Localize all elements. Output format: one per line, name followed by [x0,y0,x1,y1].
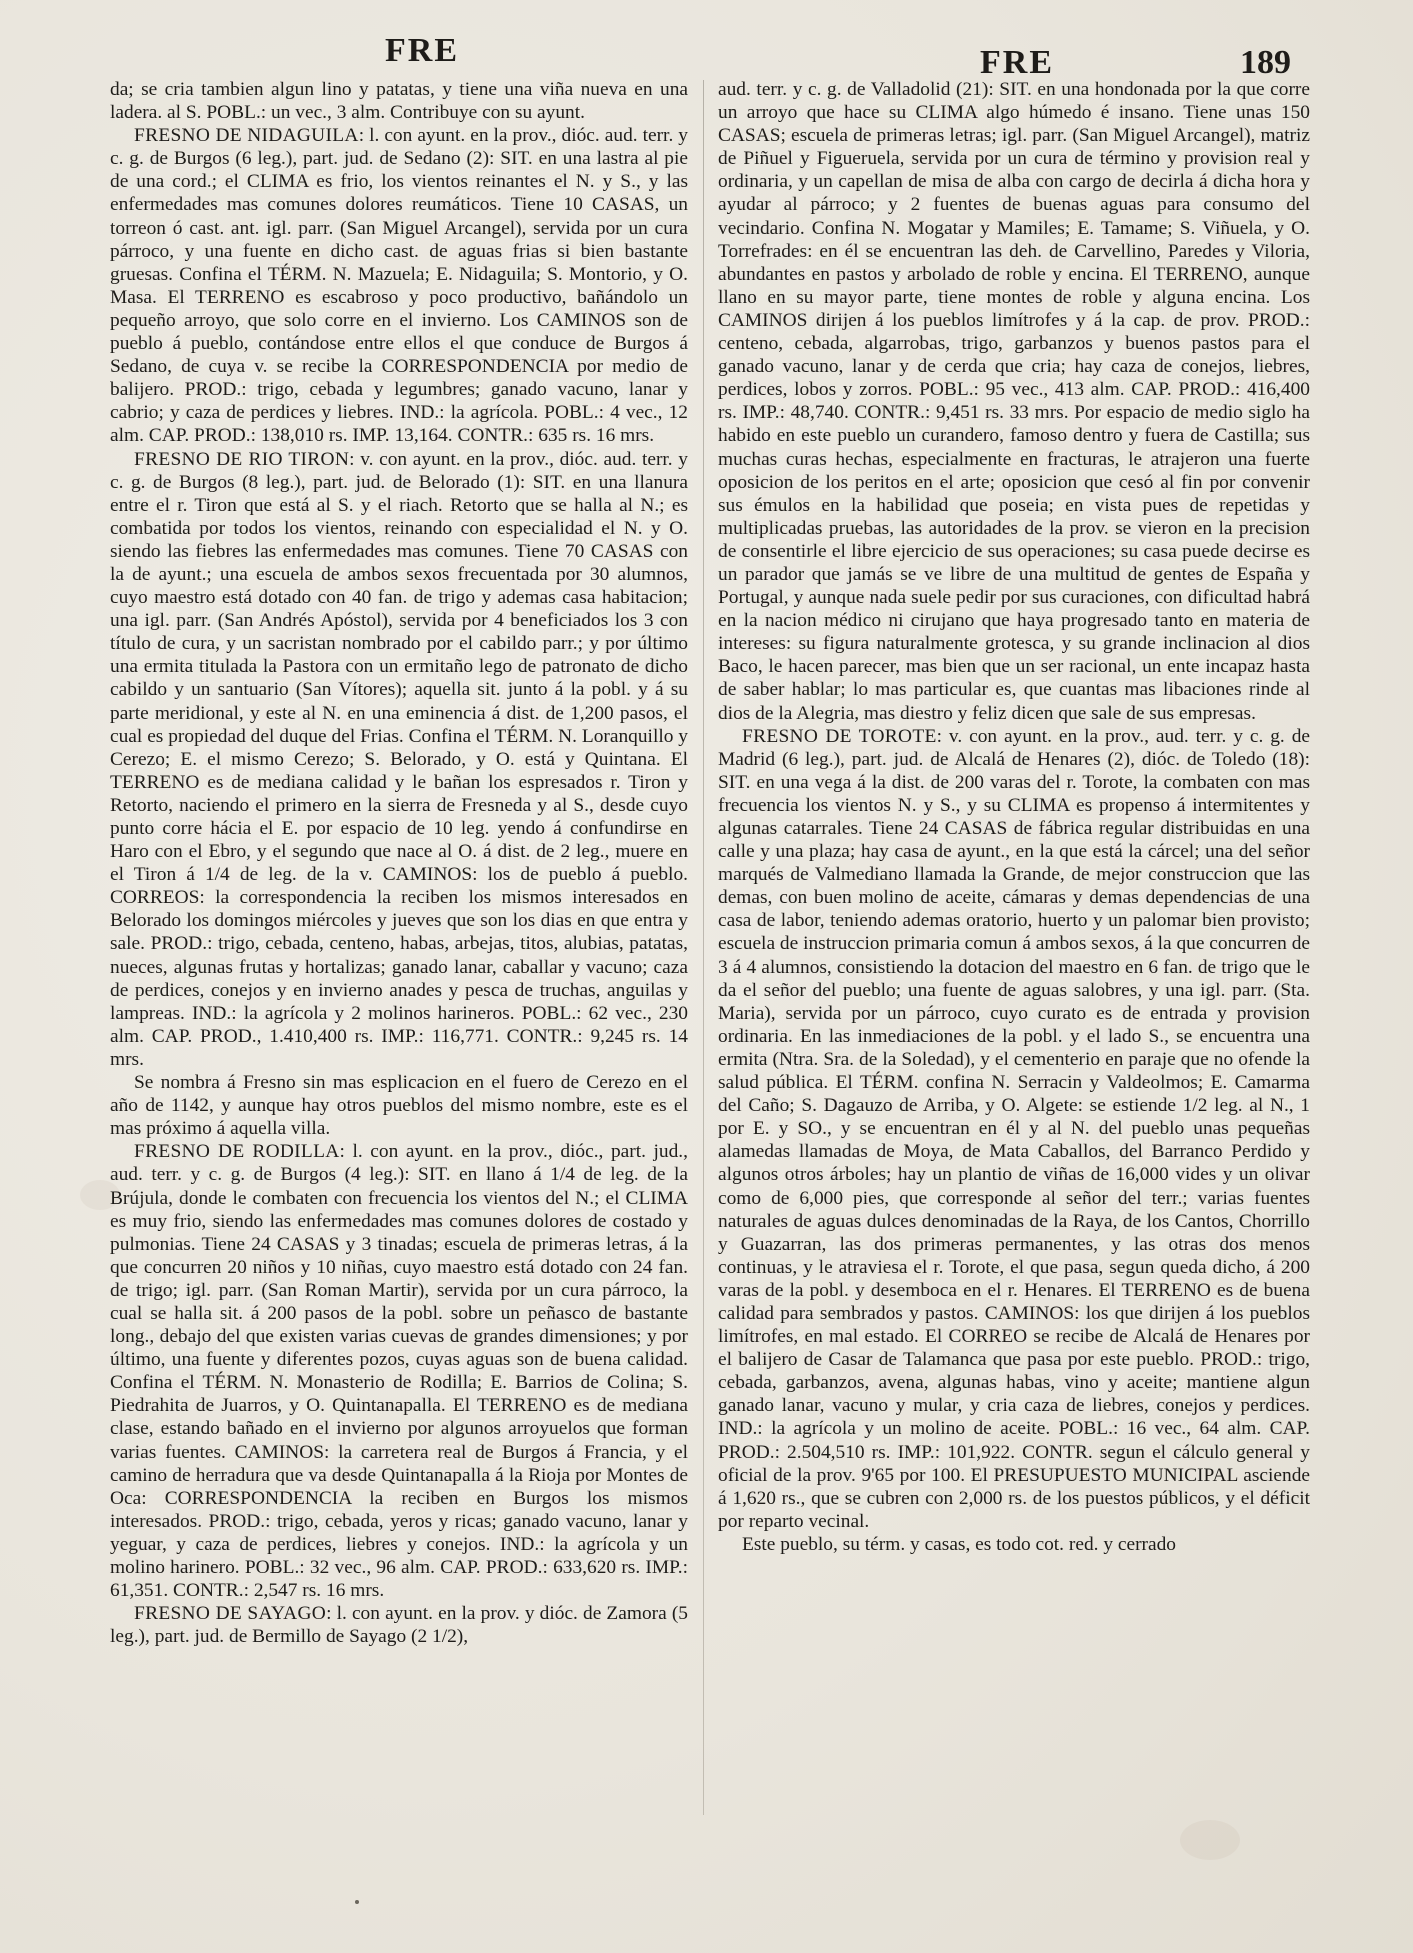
entry-fresno-de-nidaguila [110,124,688,447]
entry-fresno-de-torote [718,725,1310,1533]
entry-headword: FRESNO DE SAYAGO [134,1603,327,1625]
entry-body: : v. con ayunt. en la prov., dióc. aud. terr. y c. g. de Burgos (8 leg.), part. jud. de Belorado (1): SIT. en una llanura entre el r. Tiron que está al S. y el riach. Retorto que se halla al N.; es combatida por todos los vientos, reinando con especialidad el N. y O. siendo las fiebres las enfermedades mas comunes. Tiene 70 CASAS con la de ayunt.; una escuela de ambos sexos frecuentada por 30 alumnos, cuyo maestro está dotado con 40 fan. de trigo y ademas casa habitacion; una igl. parr. (San Andrés Apóstol), servida por 4 beneficiados los 3 con título de cura, y un sacristan nombrado por el cabildo parr.; y por último una ermita titulada la Pastora con un ermitaño lego de patronato de dicho cabildo y un santuario (San Vítores); aquella sit. junto á la pobl. y á su parte meridional, y este al N. en una eminencia á dist. de 1,200 pasos, el cual es propiedad del duque del Frias. Confina el TÉRM. N. Loranquillo y Cerezo; E. el mismo Cerezo; S. Belorado, y O. está y Quintana. El TERRENO es de mediana calidad y le bañan los espresados r. Tiron y Retorto, naciendo el primero en la sierra de Fresneda y al S., desde cuyo punto corre hácia el E. por espacio de 10 leg. yendo á confundirse en Haro con el Ebro, y el segundo que nace al O. á dist. de 2 leg., muere en el Tiron á 1/4 de leg. de la v. CAMINOS: los de pueblo á pueblo. CORREOS: la correspondencia la reciben los mismos interesados en Belorado los domingos miércoles y jueves que son los dias en que entra y sale. PROD.: trigo, cebada, centeno, habas, arbejas, titos, alubias, patatas, nueces, algunas frutas y hortalizas; ganado lanar, caballar y vacuno; caza de perdices, conejos y en invierno anades y pesca de truchas, anguilas y lampreas. IND.: la agrícola y 2 molinos harineros. POBL.: 62 vec., 230 alm. CAP. PROD., 1.410,400 rs. IMP.: 116,771. CONTR.: 9,245 rs. 14 mrs. [110,448,689,1070]
page-number: 189 [1240,44,1291,81]
entry-body: : l. con ayunt. en la prov., dióc., part. jud., aud. terr. y c. g. de Burgos (4 leg.): SIT. en llano á 1/4 de leg. de la Brújula, donde le combaten con frecuencia los vientos del N.; el CLIMA es muy frio, siendo las enfermedades mas comunes dolores de costado y pulmonias. Tiene 24 CASAS y 3 tinadas; escuela de primeras letras, á la que concurren 20 niños y 10 niñas, cuyo maestro está dotado con 24 fan. de trigo; igl. parr. (San Roman Martir), servida por un cura párroco, la cual se halla sit. á 200 pasos de la pobl. sobre un peñasco de bastante long., debajo del que existen varias cuevas de grandes dimensiones; y por último, una fuente y diferentes pozos, cuyas aguas son de buena calidad. Confina el TÉRM. N. Monasterio de Rodilla; E. Barrios de Colina; S. Piedrahita de Juarros, y O. Quintanapalla. El TERRENO es de mediana clase, estando bañado en el invierno por algunos arroyuelos que forman varias fuentes. CAMINOS: la carretera real de Burgos á Francia, y el camino de herradura que va desde Quintanapalla á la Rioja por Montes de Oca: CORRESPONDENCIA la reciben en Burgos los mismos interesados. PROD.: trigo, cebada, yeros y ricas; ganado vacuno, lanar y yeguar, y caza de perdices, liebres y conejos. IND.: la agrícola y un molino harinero. POBL.: 32 vec., 96 alm. CAP. PROD.: 633,620 rs. IMP.: 61,351. CONTR.: 2,547 rs. 16 mrs. [110,1141,688,1602]
entry-headword: FRESNO DE NIDAGUILA [134,125,359,147]
entry-fresno-de-rodilla [110,1140,688,1602]
continuation-paragraph: da; se cria tambien algun lino y patatas, y tiene una viña nueva en una ladera. al S. POBL.: un vec., 3 alm. Contribuye con su ayunt. [110,79,688,124]
column-divider [703,80,704,1815]
ink-dot [355,1900,359,1904]
entry-body: : l. con ayunt. en la prov., dióc. aud. terr. y c. g. de Burgos (6 leg.), part. jud. de Sedano (2): SIT. en una lastra al pie de una cord.; el CLIMA es frio, los vientos reinantes el N. y S., y las enfermedades mas comunes dolores reumáticos. Tiene 10 CASAS, un torreon ó cast. ant. igl. parr. (San Miguel Arcangel), servida por un cura párroco, y una fuente en dicho cast. de aguas frias si bien bastante gruesas. Confina el TÉRM. N. Mazuela; E. Nidaguila; S. Montorio, y O. Masa. El TERRENO es escabroso y poco productivo, bañándolo un pequeño arroyo, que solo corre en el invierno. Los CAMINOS son de pueblo á pueblo, contándose entre ellos el que conduce de Burgos á Sedano, de cuya v. se recibe la CORRESPONDENCIA por medio de balijero. PROD.: trigo, cebada y legumbres; ganado vacuno, lanar y cabrio; y caza de perdices y liebres. IND.: la agrícola. POBL.: 4 vec., 12 alm. CAP. PROD.: 138,010 rs. IMP. 13,164. CONTR.: 635 rs. 16 mrs. [110,125,688,447]
entry-headword: FRESNO DE TOROTE [742,725,937,747]
note-paragraph: Este pueblo, su térm. y casas, es todo cot. red. y cerrado [742,1533,1176,1555]
entry-fresno-de-sayago [110,1602,688,1648]
page-header [0,32,1413,82]
entry-fresno-de-rio-tiron [110,448,688,1072]
left-column [110,78,688,1648]
continuation-paragraph: aud. terr. y c. g. de Valladolid (21): SIT. en una hondonada por la que corre un arroyo que hace su CLIMA algo húmedo é insano. Tiene unas 150 CASAS; escuela de primeras letras; igl. parr. (San Miguel Arcangel), matriz de Piñuel y Figueruela, servida por un cura de término y provision real y ordinaria, y un capellan de misa de alba con cargo de decirla á dicha hora y ayudar al párroco; y 2 fuentes de buenas aguas para consumo del vecindario. Confina N. Mogatar y Mamiles; E. Tamame; S. Viñuela, y O. Torrefrades: en él se encuentran las deh. de Carvellino, Paredes y Viloria, abundantes en pastos y arbolado de roble y encina. El TERRENO, aunque llano en su mayor parte, tiene montes de roble y alguna encina. Los CAMINOS dirijen á los pueblos limítrofes y á la cap. de prov. PROD.: centeno, cebada, algarrobas, trigo, garbanzos y buenos pastos para el ganado vacuno, lanar y de cerda que cria; hay caza de conejos, liebres, perdices, lobos y zorros. POBL.: 95 vec., 413 alm. CAP. PROD.: 416,400 rs. IMP.: 48,740. CONTR.: 9,451 rs. 33 mrs. Por espacio de medio siglo ha habido en este pueblo un curandero, famoso dentro y fuera de Castilla; sus muchas curas hechas, especialmente en fracturas, le atrajeron una fuerte oposicion de los peritos en el arte; oposicion que cesó al fin por convenir sus émulos en la habilidad que poseia; en vista pues de repetidas y multiplicadas pruebas, las autoridades de la prov. se vieron en la precision de consentirle el libre ejercicio de sus operaciones; su casa puede decirse es un parador que jamás se ve libre de una multitud de gentes de España y Portugal, y aunque nada suele pedir por sus curaciones, con dificultad habrá en la nacion médico ni cirujano que haya progresado tanto en materia de intereses: su figura naturalmente grotesca, y su grande inclinacion al dios Baco, le hacen parecer, mas bien que un ser racional, un ente incapaz hasta de saber hablar; lo mas particular es, que cuantas mas libaciones rinde al dios de la Alegria, mas diestro y feliz dicen que sale de sus empresas. [718,79,1310,724]
note-paragraph: Se nombra á Fresno sin mas esplicacion en el fuero de Cerezo en el año de 1142, y aunque hay otros pueblos del mismo nombre, este es el mas próximo á aquella villa. [110,1072,688,1140]
entry-body: : v. con ayunt. en la prov., aud. terr. y c. g. de Madrid (6 leg.), part. jud. de Alcalá de Henares (2), dióc. de Toledo (18): SIT. en una vega á la dist. de 200 varas del r. Torote, la combaten con mas frecuencia los vientos N. y S., y su CLIMA es propenso á intermitentes y algunas catarrales. Tiene 24 CASAS de fábrica regular distribuidas en una calle y una plaza; hay casa de ayunt., en la que está la cárcel; una del señor marqués de Valmediano llamada la Grande, de mejor construccion que las demas, con buen molino de aceite, cámaras y demas dependencias de una casa de labor, teniendo ademas oratorio, huerto y un palomar bien provisto; escuela de instruccion primaria comun á ambos sexos, á la que concurren de 3 á 4 alumnos, consistiendo la dotacion del maestro en 6 fan. de trigo que le da el señor del pueblo; una fuente de aguas salobres, y una igl. parr. (Sta. Maria), servida por un párroco, cuyo curato es de entrada y provision ordinaria. En las inmediaciones de la pobl. y el lado S., se encuentra una ermita (Ntra. Sra. de la Soledad), y el cementerio en paraje que no ofende la salud pública. El TÉRM. confina N. Serracin y Valdeolmos; E. Camarma del Caño; S. Dagauzo de Arriba, y O. Algete: se estiende 1/2 leg. al N., 1 por E. y SO., y se encuentran en él y al N. del pueblo unas pequeñas alamedas llamadas de Moya, de Mata Caballos, del Barranco Perdido y algunos otros árboles; hay un plantio de viñas de 16,000 vides y un olivar como de 6,000 pies, que corresponde al señor del terr.; varias fuentes naturales de aguas dulces denominadas de la Raya, de los Cantos, Chorrillo y Guazarran, las dos primeras permanentes, y las otras dos menos continuas, y le atraviesa el r. Torote, el que pasa, segun queda dicho, á 200 varas de la pobl. y desemboca en el r. Henares. El TERRENO es de buena calidad para sembrados y pastos. CAMINOS: los que dirijen á los pueblos limítrofes, en mal estado. El CORREO se recibe de Alcalá de Henares por el balijero de Casar de Talamanca que pasa por este pueblo. PROD.: trigo, cebada, garbanzos, avena, algunas habas, vino y aceite; mantiene algun ganado lanar, vacuno y mular, y cria caza de liebres, conejos y perdices. IND.: la agrícola y un molino de aceite. POBL.: 16 vec., 64 alm. CAP. PROD.: 2.504,510 rs. IMP.: 101,922. CONTR. segun el cálculo general y oficial de la prov. 9'65 por 100. El PRESUPUESTO MUNICIPAL asciende á 1,620 rs., que se cubren con 2,000 rs. de los puestos públicos, y el déficit por reparto vecinal. [718,725,1310,1532]
paper-stain [1180,1820,1240,1860]
entry-headword: FRESNO DE RODILLA [134,1141,340,1163]
right-column [718,78,1310,1556]
entry-body: : l. con ayunt. en la prov. y dióc. de Zamora (5 leg.), part. jud. de Bermillo de Sayago (2 1/2), [110,1603,688,1648]
entry-headword: FRESNO DE RIO TIRON [134,448,350,470]
left-running-head: FRE [385,32,459,69]
right-running-head: FRE [980,44,1054,81]
